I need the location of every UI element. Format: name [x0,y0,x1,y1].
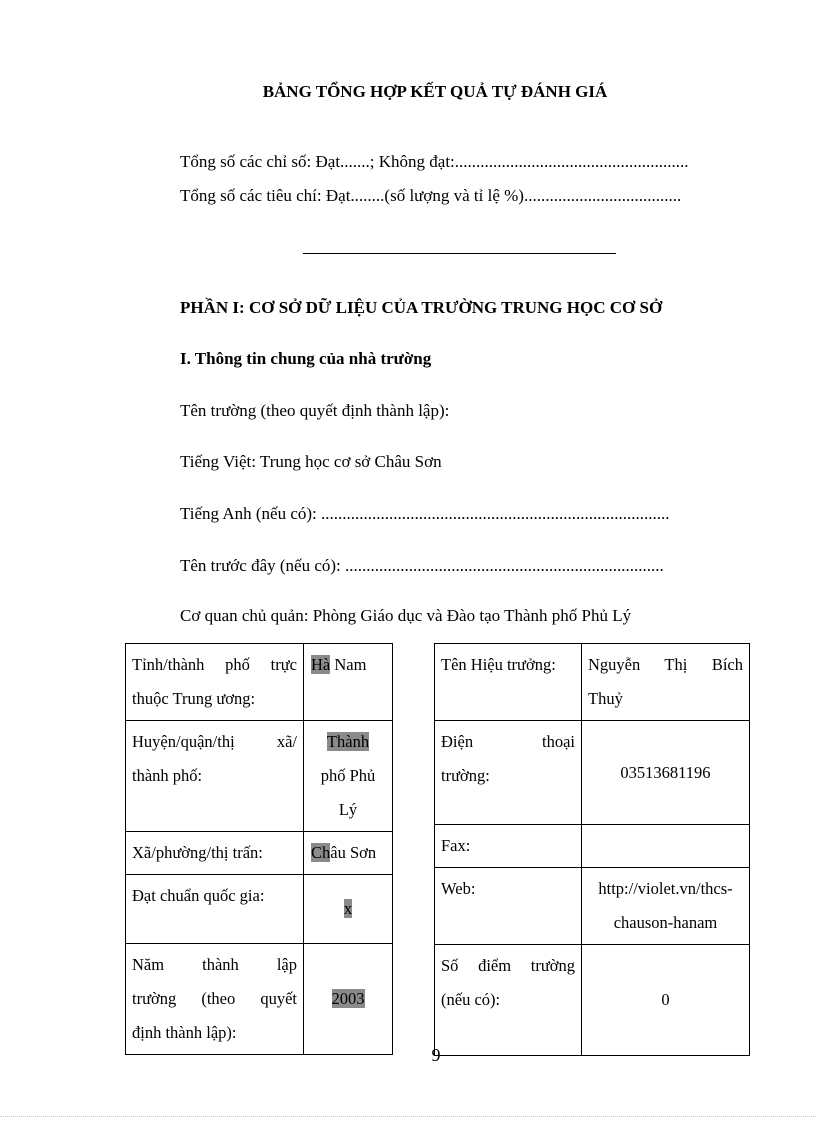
indicator-summary: Tổng số các chỉ số: Đạt.......; Không đạt:....................................................... [180,152,689,171]
phone-label: Điện thoại trường: [435,721,582,825]
national-standard-label: Đạt chuẩn quốc gia: [126,875,304,944]
table-row [435,945,750,1056]
table-row [126,875,393,944]
table-row [126,832,393,875]
province-label: Tỉnh/thành phố trực thuộc Trung ương: [126,644,304,721]
web-label: Web: [435,868,582,945]
part-heading: PHẦN I: CƠ SỞ DỮ LIỆU CỦA TRƯỜNG TRUNG HỌC CƠ SỞ [180,298,663,317]
governing-agency: Cơ quan chủ quản: Phòng Giáo dục và Đào tạo Thành phố Phủ Lý [180,606,632,625]
criteria-summary: Tổng số các tiêu chí: Đạt........(số lượng và tỉ lệ %)..................................... [180,186,682,205]
school-sites-label: Số điểm trường (nếu có): [435,945,582,1056]
principal-value: Nguyễn Thị Bích Thuỷ [582,644,750,721]
founded-label: Năm thành lập trường (theo quyết định thành lập): [126,944,304,1055]
founded-value: 2003 [304,944,393,1055]
phone-value: 03513681196 [582,721,750,825]
school-location-table [125,643,393,1055]
fax-label: Fax: [435,825,582,868]
table-row [435,721,750,825]
school-name-label: Tên trường (theo quyết định thành lập): [180,401,450,420]
web-value: http://violet.vn/thcs- chauson-hanam [582,868,750,945]
table-row [126,721,393,832]
table-row [435,868,750,945]
table-row [126,944,393,1055]
national-standard-value: x [304,875,393,944]
report-title: BẢNG TỔNG HỢP KẾT QUẢ TỰ ĐÁNH GIÁ [262,82,608,101]
divider [303,253,616,254]
page-bottom-edge [0,1116,816,1117]
school-sites-value: 0 [582,945,750,1056]
district-label: Huyện/quận/thị xã/ thành phố: [126,721,304,832]
english-name: Tiếng Anh (nếu có): .................................................................................. [180,504,670,523]
vietnamese-name: Tiếng Việt: Trung học cơ sở Châu Sơn [180,452,442,471]
commune-label: Xã/phường/thị trấn: [126,832,304,875]
principal-label: Tên Hiệu trưởng: [435,644,582,721]
previous-name: Tên trước đây (nếu có): ........................................................................... [180,556,664,575]
fax-value [582,825,750,868]
table-row [435,825,750,868]
table-row [435,644,750,721]
province-value: Hà Nam [304,644,393,721]
commune-value: Châu Sơn [304,832,393,875]
district-value: Thành phố Phủ Lý [304,721,393,832]
page-number: 9 [431,1045,441,1065]
table-row [126,644,393,721]
section-heading: I. Thông tin chung của nhà trường [180,349,432,368]
school-contact-table [434,643,750,1056]
